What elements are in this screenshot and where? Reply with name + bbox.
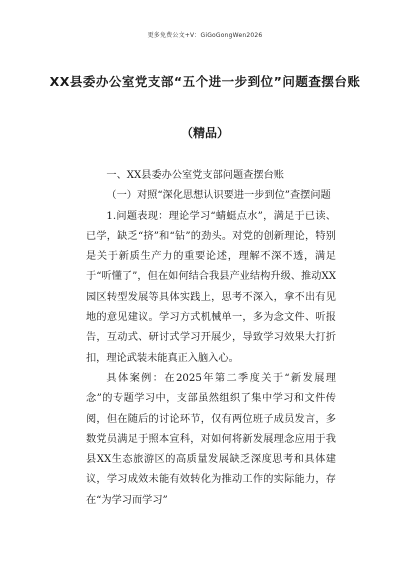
document-body [86, 166, 336, 511]
document-title: XX县委办公室党支部“五个进一步到位”问题查摆台账 [49, 74, 361, 89]
subsection-heading: （一）对照“深化思想认识要进一步到位”查摆问题 [106, 190, 331, 202]
paragraph-problem: 1.问题表现：理论学习“蜻蜓点水”，满足于已读、已学，缺乏“挤”和“钻”的劲头。对党的创新理论，特别是关于新质生产力的重要论述，理解不深不透，满足于“听懂了”，但在如何结合我县产业结构升级、推动XX园区转型发展等具体实践上，思考不深入，拿不出有见地的意见建议。学习方式机械单一，多为念文件、听报告，互动式、研讨式学习开展少，导致学习效果大打折扣，理论武装未能真正入脑入心。 [86, 210, 336, 364]
header-note: 更多免费公文+V：GiGoGongWen2026 [147, 32, 263, 39]
paragraph-case: 具体案例：在2025年第二季度关于“新发展理念”的专题学习中，支部虽然组织了集中学习和文件传阅，但在随后的讨论环节，仅有两位班子成员发言，多数党员满足于照本宣科，对如何将新发展理念应用于我县XX生态旅游区的高质量发展缺乏深度思考和具体建议，学习成效未能有效转化为推动工作的实际能力，存在“为学习而学习” [86, 372, 336, 506]
section-heading: 一、XX县委办公室党支部问题查摆台账 [106, 170, 284, 181]
document-subtitle: （精品） [180, 126, 229, 140]
